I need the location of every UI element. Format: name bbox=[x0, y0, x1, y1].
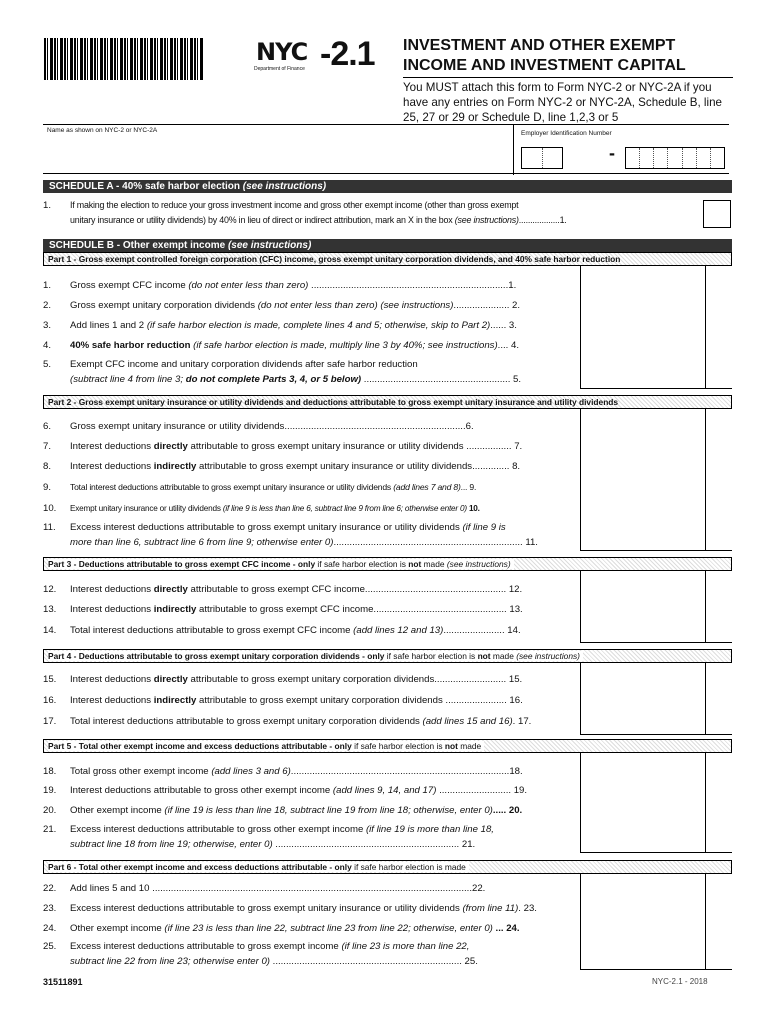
department-label: Department of Finance bbox=[254, 66, 305, 72]
schedule-b-heading: SCHEDULE B - Other exempt income (see instructions) bbox=[43, 239, 732, 252]
nyc-logo: NYC bbox=[256, 38, 308, 66]
schedule-a-line-1-cont: unitary insurance or utility dividends) by 40% in lieu of direct or indirect attribution, mark an X in the box (see instructions)..................1. bbox=[70, 215, 567, 225]
part-3-heading: Part 3 - Deductions attributable to gross exempt CFC income - only if safe harbor election is not made (see instructions) bbox=[43, 557, 732, 571]
name-input[interactable] bbox=[47, 139, 507, 171]
form-code: 31511891 bbox=[43, 977, 83, 987]
part-1-heading: Part 1 - Gross exempt controlled foreign corporation (CFC) income, gross exempt unitary corporation dividends, and 40% safe harbor reduction bbox=[43, 252, 732, 266]
line-11-cont: more than line 6, subtract line 6 from line 9; otherwise enter 0)....................................................................... 11. bbox=[70, 537, 538, 548]
schedule-b-heading-note: (see instructions) bbox=[227, 240, 312, 251]
form-title bbox=[403, 36, 743, 76]
part-6-heading: Part 6 - Total other exempt income and excess deductions attributable - only if safe harbor election is made bbox=[43, 860, 732, 874]
ein-input-suffix[interactable] bbox=[625, 147, 725, 169]
attach-instruction: You MUST attach this form to Form NYC-2 or NYC-2A if you have any entries on Form NYC-2 or NYC-2A, Schedule B, line 25, 27 or 29 or Schedule D, line 1,2,3 or 5 bbox=[403, 81, 722, 124]
ein-label: Employer Identification Number bbox=[521, 130, 612, 137]
barcode bbox=[44, 38, 204, 80]
line-21-cont: subtract line 18 from line 19; otherwise, enter 0) ..................................................................... 21. bbox=[70, 839, 476, 850]
ein-input-prefix[interactable] bbox=[521, 147, 563, 169]
form-title-line2: INCOME AND INVESTMENT CAPITAL bbox=[403, 57, 686, 74]
form-number: -2.1 bbox=[320, 35, 375, 73]
line-5-cont: (subtract line 4 from line 3; do not complete Parts 3, 4, or 5 below) ....................................................... 5. bbox=[70, 374, 522, 385]
schedule-a-heading: SCHEDULE A - 40% safe harbor election (see instructions) bbox=[43, 180, 732, 193]
name-label: Name as shown on NYC-2 or NYC-2A bbox=[47, 127, 158, 134]
part-5-heading: Part 5 - Total other exempt income and excess deductions attributable - only if safe harbor election is not made bbox=[43, 739, 732, 753]
part-6-amount-column bbox=[580, 874, 732, 970]
form-year: NYC-2.1 - 2018 bbox=[652, 977, 708, 986]
part-4-amount-column bbox=[580, 663, 732, 735]
schedule-a-heading-note: (see instructions) bbox=[242, 181, 327, 192]
name-ein-divider bbox=[513, 125, 514, 175]
taxpayer-info-box bbox=[43, 124, 729, 174]
ein-dash: - bbox=[609, 143, 615, 163]
part-2-heading: Part 2 - Gross exempt unitary insurance or utility dividends and deductions attributable to gross exempt unitary insurance and utility dividends bbox=[43, 395, 732, 409]
form-title-line1: INVESTMENT AND OTHER EXEMPT bbox=[403, 37, 676, 54]
part-2-amount-column bbox=[580, 409, 732, 551]
line-25-cont: subtract line 22 from line 23; otherwise enter 0) ....................................................................... 25. bbox=[70, 956, 478, 967]
title-rule bbox=[403, 77, 733, 78]
part-4-heading: Part 4 - Deductions attributable to gross exempt unitary corporation dividends - only if safe harbor election is not made (see instructions) bbox=[43, 649, 732, 663]
part-1-amount-column bbox=[580, 266, 732, 389]
part-3-amount-column bbox=[580, 571, 732, 643]
part-5-amount-column bbox=[580, 753, 732, 853]
safe-harbor-election-checkbox[interactable] bbox=[703, 200, 731, 228]
